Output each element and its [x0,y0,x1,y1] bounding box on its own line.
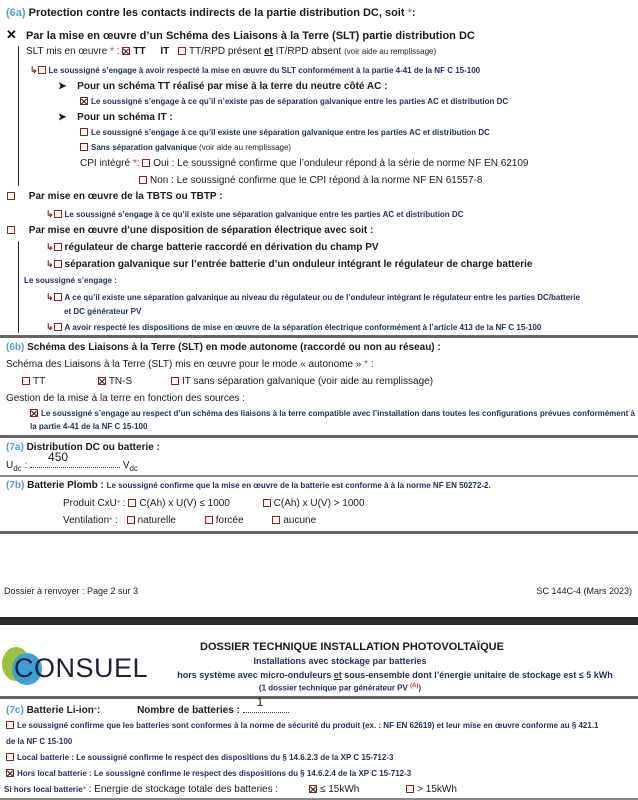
checkbox-sep-d[interactable] [54,323,62,331]
checkbox-tns[interactable] [98,377,106,385]
section-7a-heading [6,442,160,453]
cpi-oui-text: Oui : Le soussigné confirme que l’onduleur répond à la série de norme NF EN 62109 [153,158,529,169]
udc-value: 450 [48,450,69,464]
section-text: Le soussigné confirme que la mise en œuvre de la batterie est conforme à à la norme NF EN 50272-2. [106,481,491,490]
engage-text-cont: la partie 4-41 de la NF C 15-100 [30,422,148,431]
checkbox-tt[interactable] [22,377,30,385]
engage-text: Le soussigné s’engage au respect d’un schéma des liaisons à la terre compatible avec l’installation dans toutes les configurations prévues conformément à [41,409,635,418]
required-marker: * [132,158,137,169]
section-title: Schéma des Liaisons à la Terre (SLT) en mode autonome (raccordé ou non au réseau) : [27,342,441,353]
it-heading [58,112,173,123]
cpi-label: CPI intégré [80,158,133,169]
page-break [0,617,638,625]
section-tag: (7c) [6,705,24,716]
energy-row [4,784,457,795]
it-engage-row [80,128,490,137]
checkbox-cpi-oui[interactable] [142,159,150,167]
section-tag: (6b) [6,342,25,353]
tt-heading-text: Pour un schéma TT réalisé par mise à la terre du neutre côté AC : [77,81,388,92]
checkbox-separation[interactable] [7,226,15,234]
checkbox-cxu-gt[interactable] [263,499,271,507]
hors-text: Hors local batterie : Le soussigné confirme le respect des dispositions du § 14.6.2.4 de la XP C 15-712-3 [17,769,412,778]
si-label: Si hors local batterie [4,785,83,794]
tt-label: TT [133,46,146,57]
doc-subtitle: Installations avec stockage par batteries [253,656,427,666]
sub-text: hors système avec micro-onduleurs [177,670,334,680]
cxu-opt1: C(Ah) x U(V) ≤ 1000 [139,498,230,509]
tt-engage-row [80,97,508,106]
divider [0,531,638,534]
local-text: Local batterie : Le soussigné confirme le respect des dispositions du § 14.6.2.3 de la XP C 15-712-3 [17,753,394,762]
checkbox-aucune[interactable] [272,516,280,524]
sub-text: (1 dossier technique par générateur PV [258,683,411,693]
engage-text: Le soussigné s’engage à ce qu’il n’existe pas de séparation galvanique entre les parties AC et distribution DC [91,97,509,106]
section-title: Batterie Plomb : [27,480,107,491]
conf-row [6,721,599,730]
sep-c-text-cont: et DC générateur PV [64,307,142,316]
logo-text: CONSUEL [14,653,149,683]
checkbox-gestion-engage[interactable] [30,409,38,417]
energy-label: Energie de stockage totale des batteries : [94,784,279,795]
option-separation[interactable] [7,225,373,236]
tns-label: TN-S [108,376,133,387]
colon: : [85,784,95,795]
help-text: (voir aide au remplissage) [196,143,292,152]
naturelle-label: naturelle [137,515,176,526]
count-value: 1 [256,695,264,709]
udc-label: U [6,460,14,471]
section-title: Batterie Li-ion [26,705,94,716]
sep-c-text: A ce qu’il existe une séparation galvanique au niveau du régulateur ou de l’onduleur intégrant le régulateur entre les parties DC/batterie [64,293,580,302]
cxu-row: Produit CxU* : C(Ah) x U(V) ≤ 1000 C(Ah) x U(V) > 1000 [63,498,365,509]
it-sans-row [80,143,291,152]
cpi-non-text: Non : Le soussigné confirme que le CPI répond à la norme NF EN 61557-8 [150,175,483,186]
section-tag: (7a) [6,442,24,453]
option-gt15[interactable] [406,784,457,795]
le15-label: ≤ 15kWh [319,784,360,795]
doc-subtitle-3 [200,683,480,693]
arrow-icon: ↳ [46,259,54,269]
slt-row [26,46,436,57]
checkbox-it[interactable] [171,377,179,385]
arrow-icon: ↳ [46,209,54,219]
checkbox-local[interactable] [6,753,14,761]
checkbox-conf[interactable] [6,721,14,729]
footer-page: Dossier à renvoyer : Page 2 sur 3 [4,586,139,596]
option-tt[interactable] [22,376,45,387]
arrow-icon: ↳ [46,292,54,302]
gestion-engage-row [30,409,635,418]
section-7c-heading [6,695,289,716]
arrow-icon: ↳ [46,322,54,332]
sep-c-row [46,292,580,303]
arrowhead-icon: ➤ [58,81,67,92]
checkbox-hors[interactable] [6,769,14,777]
aucune-label: aucune [283,515,317,526]
engage-text: Le soussigné s’engage à ce qu’il existe une séparation galvanique entre les parties AC et distribution DC [64,210,464,219]
hors-row [6,769,411,778]
arrow-icon: ↳ [30,65,38,75]
checkbox-it-sans[interactable] [80,143,88,151]
checkbox-engage-slt[interactable] [38,66,46,74]
udc-sub: dc [13,464,22,473]
sans-label: Sans séparation galvanique [91,143,197,152]
required-marker: * [93,706,97,715]
cpi-non-row [139,175,482,186]
label-text: Schéma des Liaisons à la Terre (SLT) mis en œuvre pour le mode « autonome » [6,359,365,370]
unit-label: V [122,460,130,471]
gestion-label: Gestion de la mise à la terre en fonction des sources : [6,393,246,404]
it-label: IT sans séparation galvanique (voir aide au remplissage) [181,376,434,387]
count-label: Nombre de batteries : [137,705,240,716]
cpi-oui-row: CPI intégré *: Oui : Le soussigné confirme que l’onduleur répond à la série de norme NF EN 62109 [80,158,529,169]
engage-label: Le soussigné s’engage : [24,276,117,285]
slt-label: SLT mis en œuvre [26,46,111,57]
sep-d-text: A avoir respecté les dispositions de mise en œuvre de la séparation électrique conformément à l’article 413 de la NF C 15-100 [64,323,542,332]
option-it[interactable] [171,376,433,387]
colon: : [114,46,120,57]
checkbox-tt[interactable] [122,47,130,55]
conf-text-cont: de la NF C 15-100 [6,737,73,746]
checkbox-tbts-engage[interactable] [54,210,62,218]
option-le15[interactable] [309,784,359,795]
section-title: Distribution DC ou batterie : [26,442,160,453]
option-label: Par mise en œuvre d’une disposition de séparation électrique avec soit : [28,225,374,236]
count-input[interactable] [243,695,289,713]
colon: : [96,705,101,716]
engage-slt-row [30,65,480,76]
ttrpd-label: TT/RPD présent [189,46,265,57]
section-7b-heading [6,480,491,491]
checkbox-gt15[interactable] [406,785,414,793]
engage-text: Le soussigné s’engage à avoir respecté la mise en œuvre du SLT conformément à la partie 4-41 de la NF C 15-100 [48,66,481,75]
slt-autonome-options [22,376,433,387]
checkbox-cpi-non[interactable] [139,176,147,184]
checked-x-icon[interactable]: ✕ [6,27,17,42]
required-marker: * [116,499,121,508]
checkbox-cxu-le[interactable] [128,499,136,507]
option-tns[interactable] [98,376,132,387]
tt-heading [58,81,387,92]
sub-text: sous-ensemble dont l’énergie unitaire de stockage est ≤ 5 kWh [341,670,613,680]
option-label: Par la mise en œuvre d’un Schéma des Liaisons à la Terre (SLT) partie distribution DC [25,30,475,42]
checkbox-sep-b[interactable] [54,260,62,268]
divider [0,335,638,338]
option-label: Par mise en œuvre de la TBTS ou TBTP : [28,191,223,202]
consuel-logo [2,645,147,690]
checkbox-le15[interactable] [309,785,317,793]
section-tag: (6a) [6,7,26,19]
unit-sub: dc [129,464,138,473]
ventilation-label: Ventilation [63,515,110,526]
colon: : [411,7,416,19]
tt-label: TT [33,376,46,387]
it-heading-text: Pour un schéma IT : [77,112,173,123]
sub-text: ) [418,683,422,693]
section-tag: (7b) [6,480,25,491]
engage-text: Le soussigné s’engage à ce qu’il existe une séparation galvanique entre les parties AC et distribution DC [91,128,490,137]
divider [0,696,638,699]
sep-a-text: régulateur de charge batterie raccordé en dérivation du champ PV [64,242,379,253]
tbts-engage-row [46,209,463,220]
required-marker: * [364,359,369,370]
sep-d-row [46,322,541,333]
cxu-opt2: C(Ah) x U(V) > 1000 [273,498,365,509]
required-marker: * [109,516,113,525]
et-label: et [264,46,273,57]
checkbox-sep-a[interactable] [54,243,62,251]
required-marker: * [82,785,86,794]
itrpd-label: IT/RPD absent [272,46,345,57]
udc-row: $U_{dc}$ : 450 $V_{dc}$ [6,450,138,473]
checkbox-naturelle[interactable] [127,516,135,524]
checkbox-ttrpd[interactable] [178,47,186,55]
required-marker: * [407,7,412,19]
it-label: IT [160,46,170,57]
sep-b-text: séparation galvanique sur l’entrée batterie d’un onduleur intégrant le régulateur de charge batterie [64,259,533,270]
footer-reference: SC 144C-4 (Mars 2023) [536,586,632,596]
checkbox-forcee[interactable] [205,516,213,524]
checkbox-sep-c[interactable] [54,293,62,301]
section-title: Protection contre les contacts indirects de la partie distribution DC, soit [28,7,408,19]
arrow-icon: ↳ [46,242,54,252]
brace-icon [18,46,19,186]
checkbox-tbts[interactable] [7,192,15,200]
section-6a-heading [6,7,416,19]
divider [0,435,638,438]
arrowhead-icon: ➤ [58,112,67,123]
help-text: (voir aide au remplissage) [344,47,437,56]
colon: : [368,359,374,370]
conf-text: Le soussigné confirme que les batteries sont conformes à la norme de sécurité du produit (ex. : NF EN 62619) et leur mise en œuvre conforme au § 421.1 [17,721,599,730]
local-row [6,753,393,762]
reference-a[interactable]: (A) [410,683,419,689]
checkbox-tt-engage[interactable] [80,97,88,105]
et-label: et [333,670,342,680]
doc-subtitle-2 [150,670,638,680]
doc-title: DOSSIER TECHNIQUE INSTALLATION PHOTOVOLTAÏQUE [200,641,504,653]
slt-autonome-label [6,359,374,370]
brace-icon [18,241,19,333]
required-marker: * [110,46,115,57]
forcee-label: forcée [215,515,244,526]
sep-b-row [46,259,532,270]
sep-a-row [46,242,379,253]
section-6b-heading [6,342,441,353]
option-tbts[interactable] [7,191,223,202]
option-slt[interactable] [6,27,475,43]
ventilation-row: Ventilation* : naturelle forcée aucune [63,515,317,526]
checkbox-it-engage[interactable] [80,128,88,136]
divider [0,475,638,477]
gt15-label: > 15kWh [417,784,457,795]
cxu-label: Produit CxU [63,498,117,509]
